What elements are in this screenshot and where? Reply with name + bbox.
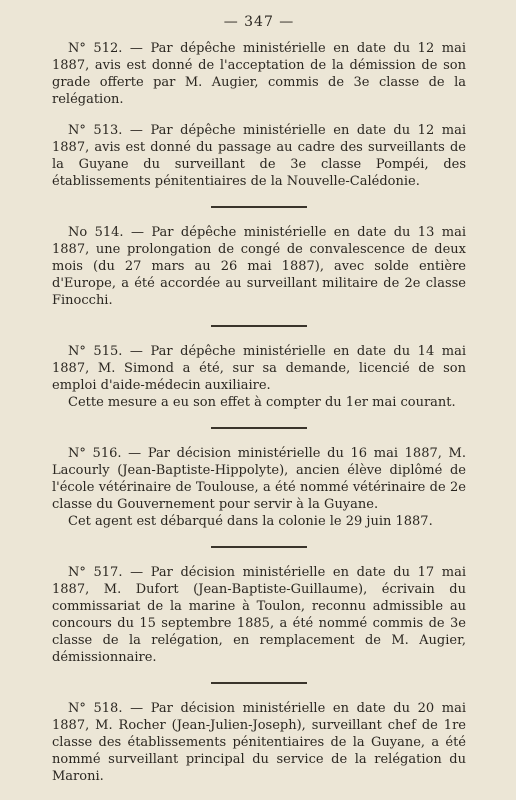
entry-paragraph: No 514. — Par dépêche ministérielle en date du 13 mai 1887, une prolongation de congé de convalescence de deux mois (du 27 mars au 26 mai 1887), avec solde entière d'Europe, a été accordée au surveillant militaire de 2e classe Finocchi. bbox=[52, 225, 466, 308]
entry-516 bbox=[52, 445, 466, 530]
section-divider bbox=[211, 427, 307, 429]
spacer bbox=[52, 108, 466, 122]
entry-512 bbox=[52, 40, 466, 108]
section-divider bbox=[211, 682, 307, 684]
section-divider bbox=[211, 325, 307, 327]
entry-paragraph: N° 518. — Par décision ministérielle en date du 20 mai 1887, M. Rocher (Jean-Julien-Joseph), surveillant chef de 1re classe des établissements pénitentiaires de la Guyane, a été nommé surveillant principal du service de la relégation du Maroni. bbox=[52, 701, 466, 784]
entry-paragraph: Cette mesure a eu son effet à compter du 1er mai courant. bbox=[68, 395, 456, 410]
entry-paragraph: N° 513. — Par dépêche ministérielle en date du 12 mai 1887, avis est donné du passage au cadre des surveillants de la Guyane du surveillant de 3e classe Pompéi, des établissements pénitentiaires de la Nouvelle-Calédonie. bbox=[52, 123, 466, 189]
section-divider bbox=[211, 546, 307, 548]
entry-paragraph: N° 515. — Par dépêche ministérielle en date du 14 mai 1887, M. Simond a été, sur sa demande, licencié de son emploi d'aide-médecin auxiliaire. bbox=[52, 344, 466, 393]
entry-514 bbox=[52, 224, 466, 309]
entry-paragraph: N° 512. — Par dépêche ministérielle en date du 12 mai 1887, avis est donné de l'acceptation de la démission de son grade offerte par M. Augier, commis de 3e classe de la relégation. bbox=[52, 41, 466, 107]
section-divider bbox=[211, 206, 307, 208]
entry-515 bbox=[52, 343, 466, 411]
entry-paragraph: N° 517. — Par décision ministérielle en date du 17 mai 1887, M. Dufort (Jean-Baptiste-Guillaume), écrivain du commissariat de la marine à Toulon, reconnu admissible au concours du 15 septembre 1885, a été nommé commis de 3e classe de la relégation, en remplacement de M. Augier, démissionnaire. bbox=[52, 565, 466, 665]
entry-paragraph: Cet agent est débarqué dans la colonie le 29 juin 1887. bbox=[68, 514, 433, 529]
page-number: — 347 — bbox=[223, 14, 295, 30]
entry-518 bbox=[52, 700, 466, 785]
entry-paragraph: N° 516. — Par décision ministérielle du 16 mai 1887, M. Lacourly (Jean-Baptiste-Hippolyte), ancien élève diplômé de l'école vétérinaire de Toulouse, a été nommé vétérinaire de 2e classe du Gouvernement pour servir à la Guyane. bbox=[52, 446, 466, 512]
entry-513 bbox=[52, 122, 466, 190]
entry-517 bbox=[52, 564, 466, 666]
